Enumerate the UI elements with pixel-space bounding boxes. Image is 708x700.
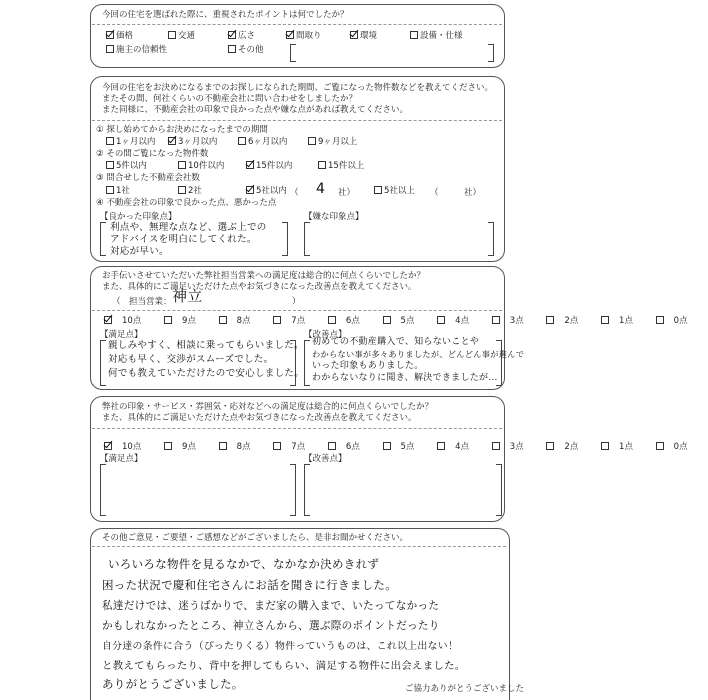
- q4-score-7[interactable]: 7点: [273, 440, 315, 452]
- q2-sub1-option-3m[interactable]: 3ヶ月以内: [168, 137, 217, 148]
- checkbox[interactable]: [492, 442, 500, 450]
- q2-sub3-option-5within[interactable]: 5社以内: [246, 186, 287, 197]
- q2-good-text-1: 利点や、無理な点など、選ぶ上での: [110, 222, 267, 233]
- q3-good-text-1: 親しみやすく、相談に乗ってもらいました。: [108, 340, 304, 351]
- q3-score-9[interactable]: 9点: [164, 314, 206, 326]
- q2-good-text-2: アドバイスを明白にしてくれた。: [110, 234, 257, 245]
- checkbox[interactable]: [318, 161, 326, 169]
- q3-bad-text-3: いった印象もありました。: [312, 361, 424, 371]
- q4-divider: [92, 428, 502, 429]
- q4-score-0[interactable]: 0点: [656, 440, 698, 452]
- q1-option-price[interactable]: 価格: [106, 31, 133, 42]
- q3-score-4[interactable]: 4点: [437, 314, 479, 326]
- q5-line-5: 自分達の条件に合う（ぴったりくる）物件っていうものは、これ以上出ない！: [102, 641, 459, 652]
- q2-sub3-title: ③ 問合せした不動産会社数: [96, 173, 200, 183]
- q3-score-6[interactable]: 6点: [328, 314, 370, 326]
- checkbox[interactable]: [106, 186, 114, 194]
- q3-score-0[interactable]: 0点: [656, 314, 698, 326]
- checkbox[interactable]: [246, 161, 254, 169]
- q4-intro-1: 弊社の印象・サービス・雰囲気・応対などへの満足度は総合的に何点くらいでしたか？: [102, 402, 434, 412]
- checkbox[interactable]: [246, 186, 254, 194]
- checkbox[interactable]: [308, 137, 316, 145]
- q2-sub3-count-handwritten: 4: [316, 181, 326, 197]
- q2-bad-bracket-left: [304, 222, 310, 256]
- q2-sub3-count-open: （: [290, 188, 299, 198]
- footer-thanks: ご協力ありがとうございました: [404, 684, 524, 694]
- checkbox[interactable]: [273, 442, 281, 450]
- checkbox[interactable]: [164, 316, 172, 324]
- checkbox[interactable]: [383, 316, 391, 324]
- q2-good-bracket-right: [282, 222, 288, 256]
- checkbox[interactable]: [410, 31, 418, 39]
- checkbox[interactable]: [106, 45, 114, 53]
- q2-sub3-option-5plus[interactable]: 5社以上: [374, 186, 415, 197]
- q3-good-label: 【満足点】: [100, 330, 143, 340]
- q2-sub1-option-1m[interactable]: 1ヶ月以内: [106, 137, 155, 148]
- q2-sub2-option-5[interactable]: 5件以内: [106, 161, 147, 172]
- q4-good-bracket-left: [100, 464, 106, 516]
- q5-line-2: 困った状況で慶和住宅さんにお話を聞きに行きました。: [102, 578, 397, 592]
- q3-score-2[interactable]: 2点: [546, 314, 588, 326]
- checkbox[interactable]: [350, 31, 358, 39]
- q2-good-label: 【良かった印象点】: [100, 212, 177, 222]
- checkbox[interactable]: [106, 161, 114, 169]
- q3-good-text-3: 何でも教えていただけたので安心しました。: [108, 368, 305, 379]
- checkbox[interactable]: [104, 316, 112, 324]
- q4-bad-bracket-right: [496, 464, 502, 516]
- q3-divider: [92, 310, 502, 311]
- q3-intro-2: また、具体的にご満足いただけた点やお気づきになった改善点を教えてください。: [102, 282, 417, 292]
- checkbox[interactable]: [164, 442, 172, 450]
- q3-bad-label: 【改善点】: [304, 330, 347, 340]
- q5-line-1: いろいろな物件を見るなかで、なかなか決めきれず: [108, 557, 380, 571]
- checkbox[interactable]: [601, 442, 609, 450]
- checkbox[interactable]: [328, 442, 336, 450]
- q2-sub4-title: ④ 不動産会社の印象で良かった点、悪かった点: [96, 198, 277, 208]
- q4-score-1[interactable]: 1点: [601, 440, 643, 452]
- q4-score-5[interactable]: 5点: [383, 440, 425, 452]
- q1-option-transport[interactable]: 交通: [168, 31, 195, 42]
- q2-sub2-option-10[interactable]: 10件以内: [178, 161, 224, 172]
- q2-sub3-count-suffix: 社）: [338, 188, 356, 198]
- checkbox[interactable]: [104, 442, 112, 450]
- checkbox[interactable]: [286, 31, 294, 39]
- q4-score-2[interactable]: 2点: [546, 440, 588, 452]
- q4-score-9[interactable]: 9点: [164, 440, 206, 452]
- q3-score-7[interactable]: 7点: [273, 314, 315, 326]
- q4-score-6[interactable]: 6点: [328, 440, 370, 452]
- checkbox[interactable]: [492, 316, 500, 324]
- q1-option-size[interactable]: 広さ: [228, 31, 255, 42]
- checkbox[interactable]: [219, 316, 227, 324]
- q3-score-3[interactable]: 3点: [492, 314, 534, 326]
- q1-option-other[interactable]: その他: [228, 45, 264, 56]
- q2-sub3-option-2[interactable]: 2社: [178, 186, 202, 197]
- q2-good-text-3: 対応が早い。: [110, 246, 169, 257]
- q4-good-label: 【満足点】: [100, 454, 143, 464]
- checkbox[interactable]: [437, 316, 445, 324]
- q5-divider: [92, 546, 506, 547]
- q2-sub2-option-15[interactable]: 15件以内: [246, 161, 292, 172]
- checkbox[interactable]: [656, 442, 664, 450]
- q4-good-bracket-right: [290, 464, 296, 516]
- q3-bad-bracket-left: [304, 340, 310, 386]
- q1-title: 今回の住宅を選ばれた際に、重視されたポイントは何でしたか？: [102, 10, 349, 20]
- checkbox[interactable]: [546, 316, 554, 324]
- q2-good-bracket-left: [100, 222, 106, 256]
- q5-line-7: ありがとうございました。: [102, 677, 244, 691]
- checkbox[interactable]: [328, 316, 336, 324]
- q2-bad-label: 【嫌な印象点】: [304, 212, 364, 222]
- q3-score-8[interactable]: 8点: [219, 314, 261, 326]
- q1-option-environment[interactable]: 環境: [350, 31, 377, 42]
- checkbox[interactable]: [383, 442, 391, 450]
- q4-score-4[interactable]: 4点: [437, 440, 479, 452]
- checkbox[interactable]: [656, 316, 664, 324]
- q3-score-row: [104, 314, 708, 326]
- q4-score-10[interactable]: 10点: [104, 440, 151, 452]
- q4-score-8[interactable]: 8点: [219, 440, 261, 452]
- q2-sub3-blank-count: （ 社）: [430, 188, 482, 198]
- checkbox[interactable]: [228, 45, 236, 53]
- q1-option-builder-trust[interactable]: 施主の信頼性: [106, 45, 167, 56]
- q3-bad-text-4: わからないなりに聞き、解決できましたが…: [312, 373, 498, 383]
- q2-intro-3: また同様に、不動産会社の印象で良かった点や嫌な点があれば教えてください。: [102, 105, 409, 115]
- q2-sub2-option-15plus[interactable]: 15件以上: [318, 161, 364, 172]
- q5-line-3: 私達だけでは、迷うばかりで、まだ家の購入まで、いたってなかった: [102, 600, 440, 612]
- q3-good-bracket-left: [100, 340, 106, 386]
- checkbox[interactable]: [106, 137, 114, 145]
- checkbox[interactable]: [178, 186, 186, 194]
- q2-sub1-title: ① 探し始めてからお決めになったまでの期間: [96, 125, 268, 135]
- q4-bad-bracket-left: [304, 464, 310, 516]
- checkbox[interactable]: [228, 31, 236, 39]
- checkbox[interactable]: [437, 442, 445, 450]
- q3-staff-close: ）: [292, 297, 301, 307]
- q2-sub2-title: ② その間ご覧になった物件数: [96, 149, 209, 159]
- q3-intro-1: お手伝いさせていただいた弊社担当営業への満足度は総合的に何点くらいでしたか？: [102, 271, 426, 281]
- q1-option-equipment[interactable]: 設備・仕様: [410, 31, 463, 42]
- checkbox[interactable]: [106, 31, 114, 39]
- q4-bad-label: 【改善点】: [304, 454, 347, 464]
- q3-staff-name: 神立: [172, 287, 203, 305]
- q1-divider: [92, 24, 502, 25]
- q3-good-text-2: 対応も早く、交渉がスムーズでした。: [108, 354, 274, 365]
- q2-divider: [92, 120, 502, 121]
- q4-score-row: [104, 440, 708, 452]
- q3-bad-text-2: わからない事が多々ありましたが、どんどん事が進んで: [312, 349, 525, 359]
- q3-score-10[interactable]: 10点: [104, 314, 151, 326]
- checkbox[interactable]: [168, 31, 176, 39]
- q4-score-3[interactable]: 3点: [492, 440, 534, 452]
- q3-staff-label: （ 担当営業：: [112, 297, 172, 307]
- q3-score-5[interactable]: 5点: [383, 314, 425, 326]
- checkbox[interactable]: [238, 137, 246, 145]
- q2-sub3-option-1[interactable]: 1社: [106, 186, 130, 197]
- q3-score-1[interactable]: 1点: [601, 314, 643, 326]
- q3-bad-text-1: 初めての不動産購入で、知らないことや: [312, 337, 480, 347]
- checkbox[interactable]: [546, 442, 554, 450]
- q2-sub1-option-9m[interactable]: 9ヶ月以上: [308, 137, 357, 148]
- q1-other-bracket-right: [488, 44, 494, 62]
- q5-line-4: かもしれなかったところ、神立さんから、選ぶ際のポイントだったり: [102, 620, 440, 632]
- q5-line-6: と教えてもらったり、背中を押してもらい、満足する物件に出会えました。: [102, 660, 466, 672]
- checkbox[interactable]: [219, 442, 227, 450]
- checkbox[interactable]: [168, 137, 176, 145]
- checkbox[interactable]: [601, 316, 609, 324]
- q1-other-bracket-left: [290, 44, 296, 62]
- q2-intro-2: またその間、何社くらいの不動産会社に問い合わせをしましたか？: [102, 94, 358, 104]
- q2-bad-bracket-right: [488, 222, 494, 256]
- checkbox[interactable]: [273, 316, 281, 324]
- q4-intro-2: また、具体的にご満足いただけた点やお気づきになった改善点を教えてください。: [102, 413, 417, 423]
- q2-sub1-option-6m[interactable]: 6ヶ月以内: [238, 137, 287, 148]
- q2-intro-1: 今回の住宅をお決めになるまでのお探しになられた期間、ご覧になった物件数などを教えてください。: [102, 83, 494, 93]
- checkbox[interactable]: [178, 161, 186, 169]
- q5-title: その他ご意見・ご要望・ご感想などがございましたら、是非お聞かせください。: [102, 533, 409, 543]
- checkbox[interactable]: [374, 186, 382, 194]
- q1-option-layout[interactable]: 間取り: [286, 31, 322, 42]
